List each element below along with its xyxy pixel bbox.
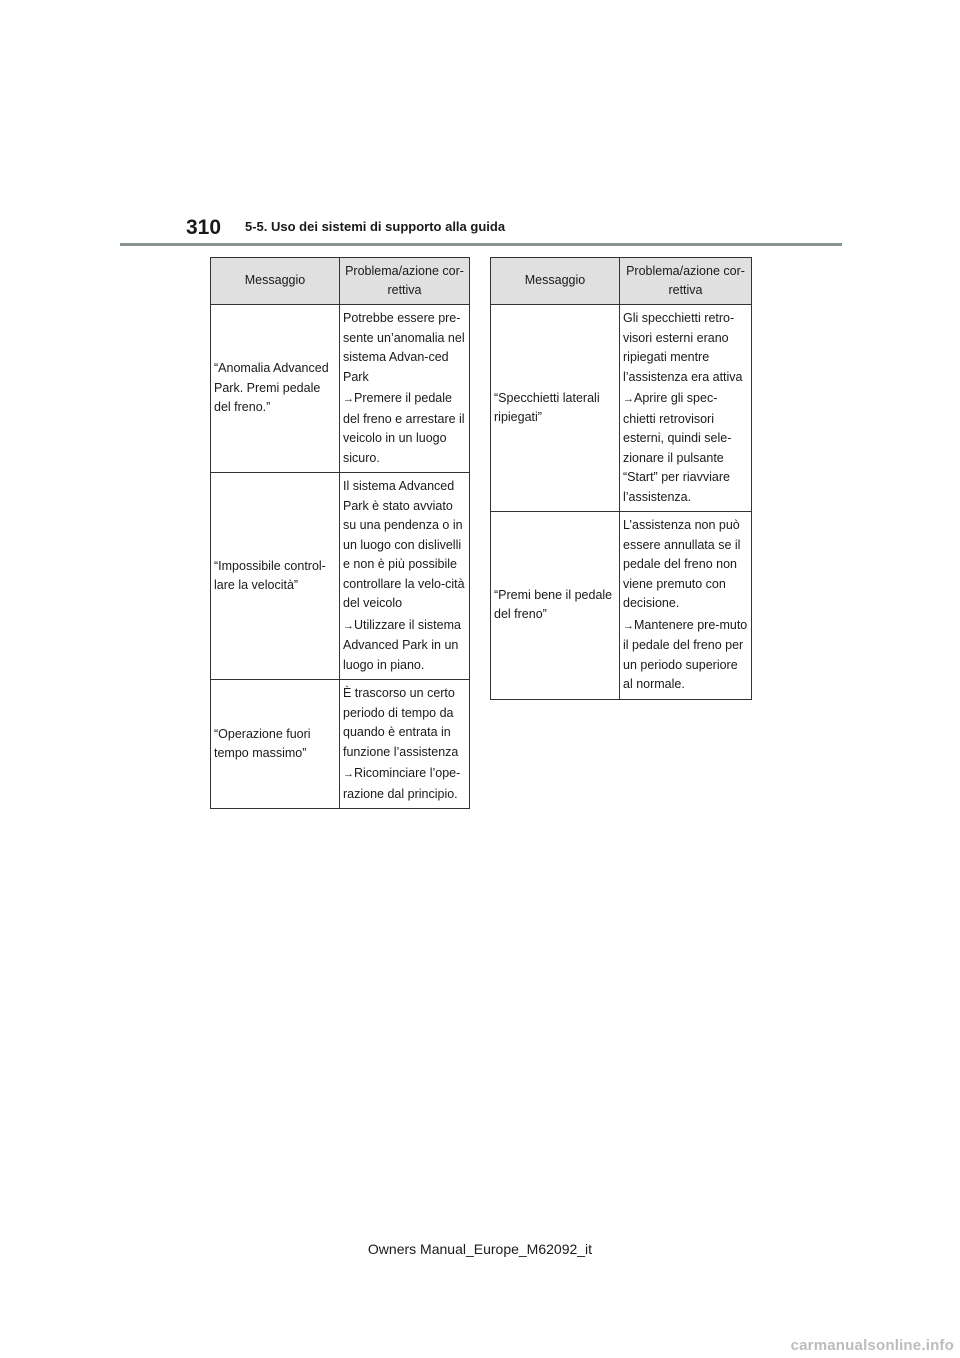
message-cell: “Anomalia Advanced Park. Premi pedale del freno.” bbox=[211, 305, 340, 473]
table-header-row bbox=[211, 258, 470, 305]
problem-text: L’assistenza non può essere annullata se il pedale del freno non viene premuto con decisione. bbox=[623, 518, 741, 610]
table-row bbox=[211, 473, 470, 680]
action-text: →Premere il pedale del freno e arrestare il veicolo in un luogo sicuro. bbox=[343, 391, 465, 465]
watermark: carmanualsonline.info bbox=[790, 1337, 954, 1354]
arrow-icon: → bbox=[623, 619, 634, 632]
arrow-icon: → bbox=[343, 619, 354, 632]
footer bbox=[0, 1241, 960, 1257]
problem-text: Potrebbe essere pre-sente un’anomalia nel sistema Advan-ced Park bbox=[343, 311, 465, 384]
table-row bbox=[211, 680, 470, 809]
arrow-icon: → bbox=[623, 393, 634, 405]
arrow-icon: → bbox=[343, 393, 354, 405]
column-header-message: Messaggio bbox=[491, 258, 620, 305]
message-cell: “Specchietti laterali ripiegati” bbox=[491, 305, 620, 512]
action-text: →Utilizzare il sistema Advanced Park in un luogo in piano. bbox=[343, 617, 461, 672]
problem-cell bbox=[340, 680, 470, 809]
table-header-row bbox=[491, 258, 752, 305]
problem-text: È trascorso un certo periodo di tempo da quando è entrata in funzione l’assistenza bbox=[343, 686, 459, 759]
message-cell: “Premi bene il pedale del freno” bbox=[491, 512, 620, 700]
problem-cell bbox=[340, 473, 470, 680]
page-number: 310 bbox=[186, 216, 222, 239]
problem-text: Il sistema Advanced Park è stato avviato su una pendenza o in un luogo con dislivelli e non è più possibile controllare la velo-cità del veicolo bbox=[343, 479, 465, 610]
message-table-right bbox=[490, 257, 752, 700]
section-title: 5-5. Uso dei sistemi di supporto alla guida bbox=[245, 219, 506, 234]
action-text: →Aprire gli spec-chietti retrovisori esterni, quindi sele-zionare il pulsante “Start” per riavviare l’assistenza. bbox=[623, 391, 732, 504]
problem-cell bbox=[340, 305, 470, 473]
message-table-left bbox=[210, 257, 470, 809]
message-cell: “Operazione fuori tempo massimo” bbox=[211, 680, 340, 809]
header-rule bbox=[120, 243, 842, 246]
column-header-message: Messaggio bbox=[211, 258, 340, 305]
column-header-problem: Problema/azione cor-rettiva bbox=[620, 258, 752, 305]
problem-cell bbox=[620, 512, 752, 700]
table-row bbox=[491, 305, 752, 512]
arrow-icon: → bbox=[343, 768, 354, 780]
problem-text: Gli specchietti retro-visori esterni erano ripiegati mentre l’assistenza era attiva bbox=[623, 311, 743, 384]
footer-text: Owners Manual_Europe_M62092_it bbox=[367, 1241, 593, 1257]
table-row bbox=[491, 512, 752, 700]
column-header-problem: Problema/azione cor-rettiva bbox=[340, 258, 470, 305]
table-row bbox=[211, 305, 470, 473]
message-cell: “Impossibile control-lare la velocità” bbox=[211, 473, 340, 680]
problem-cell bbox=[620, 305, 752, 512]
action-text: →Ricominciare l’ope-razione dal principio. bbox=[343, 766, 461, 801]
action-text: →Mantenere pre-muto il pedale del freno per un periodo superiore al normale. bbox=[623, 617, 748, 691]
